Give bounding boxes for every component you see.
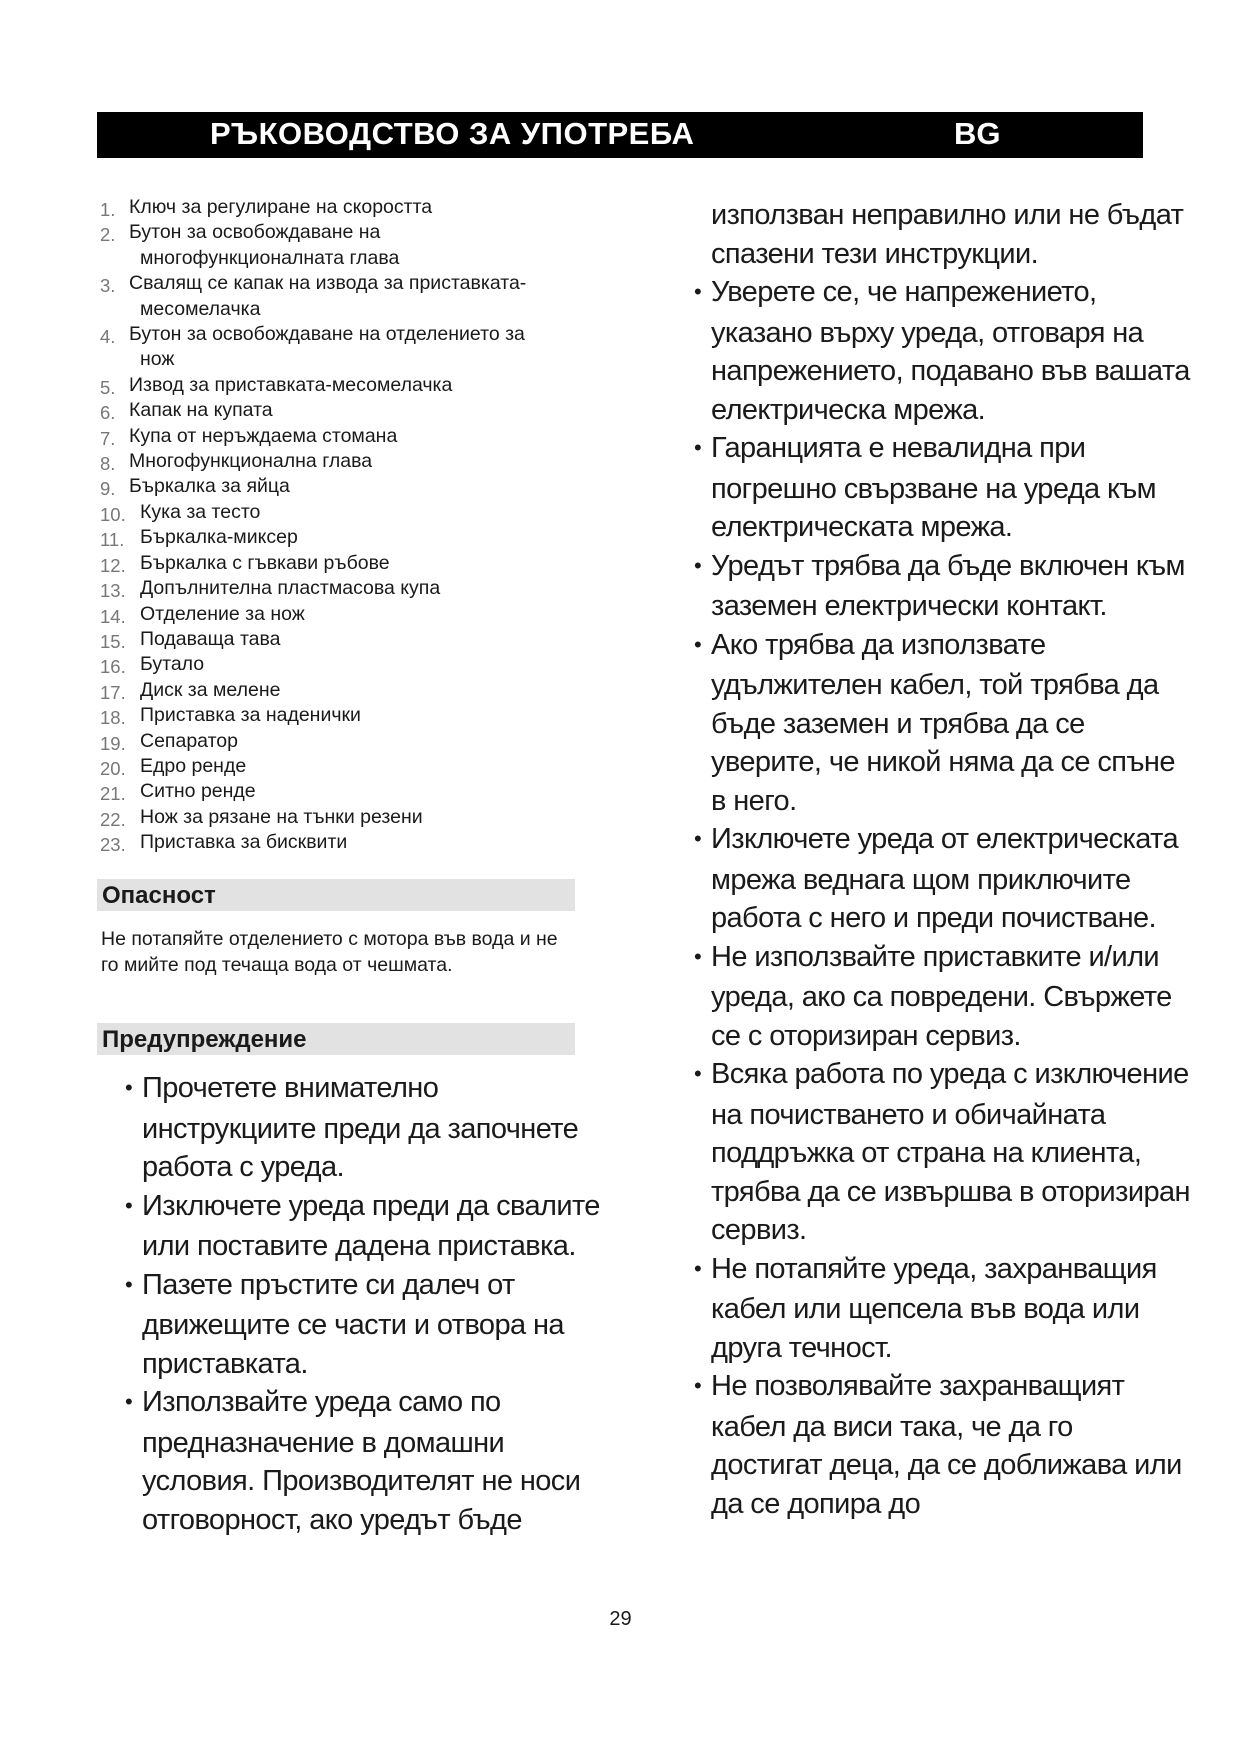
bullet-text: Уверете се, че напрежението, указано върху уреда, отговаря на напрежението, подавано във вашата електрическа мрежа. — [711, 276, 1190, 426]
part-label: Бутон за освобождаване на отделението за — [129, 323, 525, 346]
bullet-dot-icon: • — [694, 1373, 702, 1398]
page-title: РЪКОВОДСТВО ЗА УПОТРЕБА — [210, 116, 695, 151]
part-item — [98, 449, 598, 474]
bullet-item — [670, 273, 1190, 429]
part-item — [98, 271, 598, 322]
bullet-dot-icon: • — [125, 1271, 133, 1297]
part-item — [98, 322, 598, 373]
bullet-text: Използвайте уреда само по предназначение в домашни условия. Производителят не носи отговорност, ако уредът бъде — [142, 1386, 581, 1536]
part-number: 3. — [100, 275, 116, 297]
part-number: 23. — [100, 834, 126, 856]
warning-heading: Предупреждение — [97, 1023, 575, 1055]
bullet-dot-icon: • — [694, 826, 702, 851]
bullet-item — [670, 547, 1190, 626]
bullet-dot-icon: • — [694, 435, 702, 460]
bullet-text: Ако трябва да използвате удължителен кабел, той трябва да бъде заземен и трябва да се уверите, че никой няма да се спъне в него. — [711, 628, 1175, 817]
part-number: 7. — [100, 427, 116, 449]
part-item — [98, 779, 598, 804]
bullet-item — [670, 1367, 1190, 1523]
part-number: 18. — [100, 707, 126, 729]
bullet-text: Изключете уреда преди да свалите или поставите дадена приставка. — [142, 1189, 600, 1262]
part-label: Нож за рязане на тънки резени — [140, 805, 423, 828]
bullet-item — [101, 1069, 601, 1187]
bullet-item — [670, 1055, 1190, 1250]
bullet-item — [670, 626, 1190, 821]
part-number: 15. — [100, 630, 126, 652]
part-item — [98, 830, 598, 855]
part-label: Сепаратор — [140, 729, 238, 752]
part-label: Ключ за регулиране на скоростта — [129, 196, 433, 218]
part-item — [98, 373, 598, 398]
part-item — [98, 678, 598, 703]
part-number: 4. — [100, 326, 116, 348]
part-number: 2. — [100, 224, 116, 246]
part-label: Бъркалка-миксер — [140, 526, 298, 549]
continuation-text: използван неправилно или не бъдат спазени тези инструкции. — [711, 199, 1184, 270]
bullet-item — [101, 1383, 601, 1539]
part-item — [98, 805, 598, 830]
bullet-dot-icon: • — [694, 631, 702, 657]
part-number: 19. — [100, 732, 126, 754]
part-item — [98, 424, 598, 449]
part-label: Приставка за наденички — [140, 704, 361, 727]
bullet-text: Прочетете внимателно инструкциите преди да започнете работа с уреда. — [142, 1072, 579, 1183]
part-item — [98, 525, 598, 550]
part-label: Купа от неръждаема стомана — [129, 424, 398, 447]
bullet-item — [101, 1266, 601, 1384]
bullet-text: Всяка работа по уреда с изключение на почистването и обичайната поддръжка от страна на клиента, трябва да се извършва в оторизиран сервиз. — [711, 1058, 1190, 1246]
part-item — [98, 474, 598, 499]
part-number: 6. — [100, 402, 116, 424]
bullet-item — [670, 938, 1190, 1056]
part-item — [98, 398, 598, 423]
part-item — [98, 551, 598, 576]
danger-text: Не потапяйте отделението с мотора във вода и не го мийте под течаща вода от чешмата. — [101, 928, 558, 976]
part-label-continued: многофункционалната глава — [140, 246, 400, 269]
part-number: 10. — [100, 503, 126, 525]
part-number: 17. — [100, 681, 126, 703]
part-number: 12. — [100, 554, 126, 576]
language-code: BG — [954, 116, 1001, 151]
bullet-dot-icon: • — [694, 1255, 702, 1281]
bullet-dot-icon: • — [694, 1061, 702, 1086]
part-item — [98, 220, 598, 271]
bullet-text: Уредът трябва да бъде включен към заземен електрически контакт. — [711, 549, 1185, 622]
bullet-text: Изключете уреда от електрическата мрежа веднага щом приключите работа с него и преди почистване. — [711, 823, 1179, 934]
part-number: 22. — [100, 808, 126, 830]
part-number: 9. — [100, 478, 116, 500]
part-item — [98, 729, 598, 754]
warning-bullet-list — [101, 1069, 601, 1539]
bullet-dot-icon: • — [125, 1389, 133, 1414]
part-item — [98, 754, 598, 779]
part-label: Кука за тесто — [140, 500, 261, 523]
danger-heading: Опасност — [97, 879, 575, 911]
page-number: 29 — [609, 1608, 632, 1630]
part-item — [98, 652, 598, 677]
part-number: 8. — [100, 453, 116, 475]
part-item — [98, 627, 598, 652]
bullet-text: Не потапяйте уреда, захранващия кабел или щепсела във вода или друга течност. — [711, 1252, 1157, 1364]
part-label: Бутало — [140, 653, 205, 676]
part-item — [98, 195, 598, 220]
bullet-item — [101, 1187, 601, 1266]
part-label: Многофункционална глава — [129, 450, 373, 473]
bullet-text: Гаранцията е невалидна при погрешно свързване на уреда към електрическата мрежа. — [711, 432, 1156, 543]
right-bullet-list — [670, 196, 1190, 1523]
part-label: Подаваща тава — [140, 627, 281, 650]
bullet-text: Пазете пръстите си далеч от движещите се части и отвора на приставката. — [142, 1268, 564, 1380]
part-label-continued: месомелачка — [140, 297, 261, 320]
part-label: Едро ренде — [140, 754, 247, 777]
part-label: Бъркалка за яйца — [129, 475, 290, 498]
part-item — [98, 602, 598, 627]
bullet-text: Не използвайте приставките и/или уреда, ако са повредени. Свържете се с оторизиран сервиз. — [711, 940, 1172, 1052]
part-label: Приставка за бисквити — [140, 831, 348, 854]
part-label: Ситно ренде — [140, 780, 256, 803]
bullet-text: Не позволявайте захранващият кабел да виси така, че да го достигат деца, да се доближава или да се допира до — [711, 1370, 1182, 1520]
bullet-dot-icon: • — [694, 943, 702, 969]
part-number: 21. — [100, 783, 126, 805]
part-number: 5. — [100, 376, 116, 398]
part-label: Капак на купата — [129, 399, 273, 422]
part-number: 13. — [100, 580, 126, 602]
part-label: Отделение за нож — [140, 602, 305, 625]
part-item — [98, 576, 598, 601]
part-number: 14. — [100, 605, 126, 627]
page-header — [97, 112, 1143, 158]
part-number: 16. — [100, 656, 126, 678]
bullet-dot-icon: • — [694, 552, 702, 578]
part-label: Свалящ се капак на извода за приставката- — [129, 272, 527, 295]
part-item — [98, 703, 598, 728]
bullet-dot-icon: • — [125, 1075, 133, 1100]
bullet-dot-icon: • — [125, 1192, 133, 1218]
bullet-item — [670, 1250, 1190, 1368]
part-number: 11. — [100, 529, 125, 551]
bullet-dot-icon: • — [694, 279, 702, 304]
bullet-item — [670, 820, 1190, 938]
part-label: Допълнителна пластмасова купа — [140, 577, 441, 600]
part-label: Бъркалка с гъвкави ръбове — [140, 551, 390, 574]
part-label: Бутон за освобождаване на — [129, 221, 381, 244]
parts-list — [98, 195, 598, 856]
bullet-item — [670, 429, 1190, 547]
part-number: 1. — [100, 199, 116, 220]
part-label-continued: нож — [140, 348, 175, 371]
part-label: Диск за мелене — [140, 678, 281, 701]
part-item — [98, 500, 598, 525]
part-label: Извод за приставката-месомелачка — [129, 373, 453, 396]
part-number: 20. — [100, 757, 126, 779]
